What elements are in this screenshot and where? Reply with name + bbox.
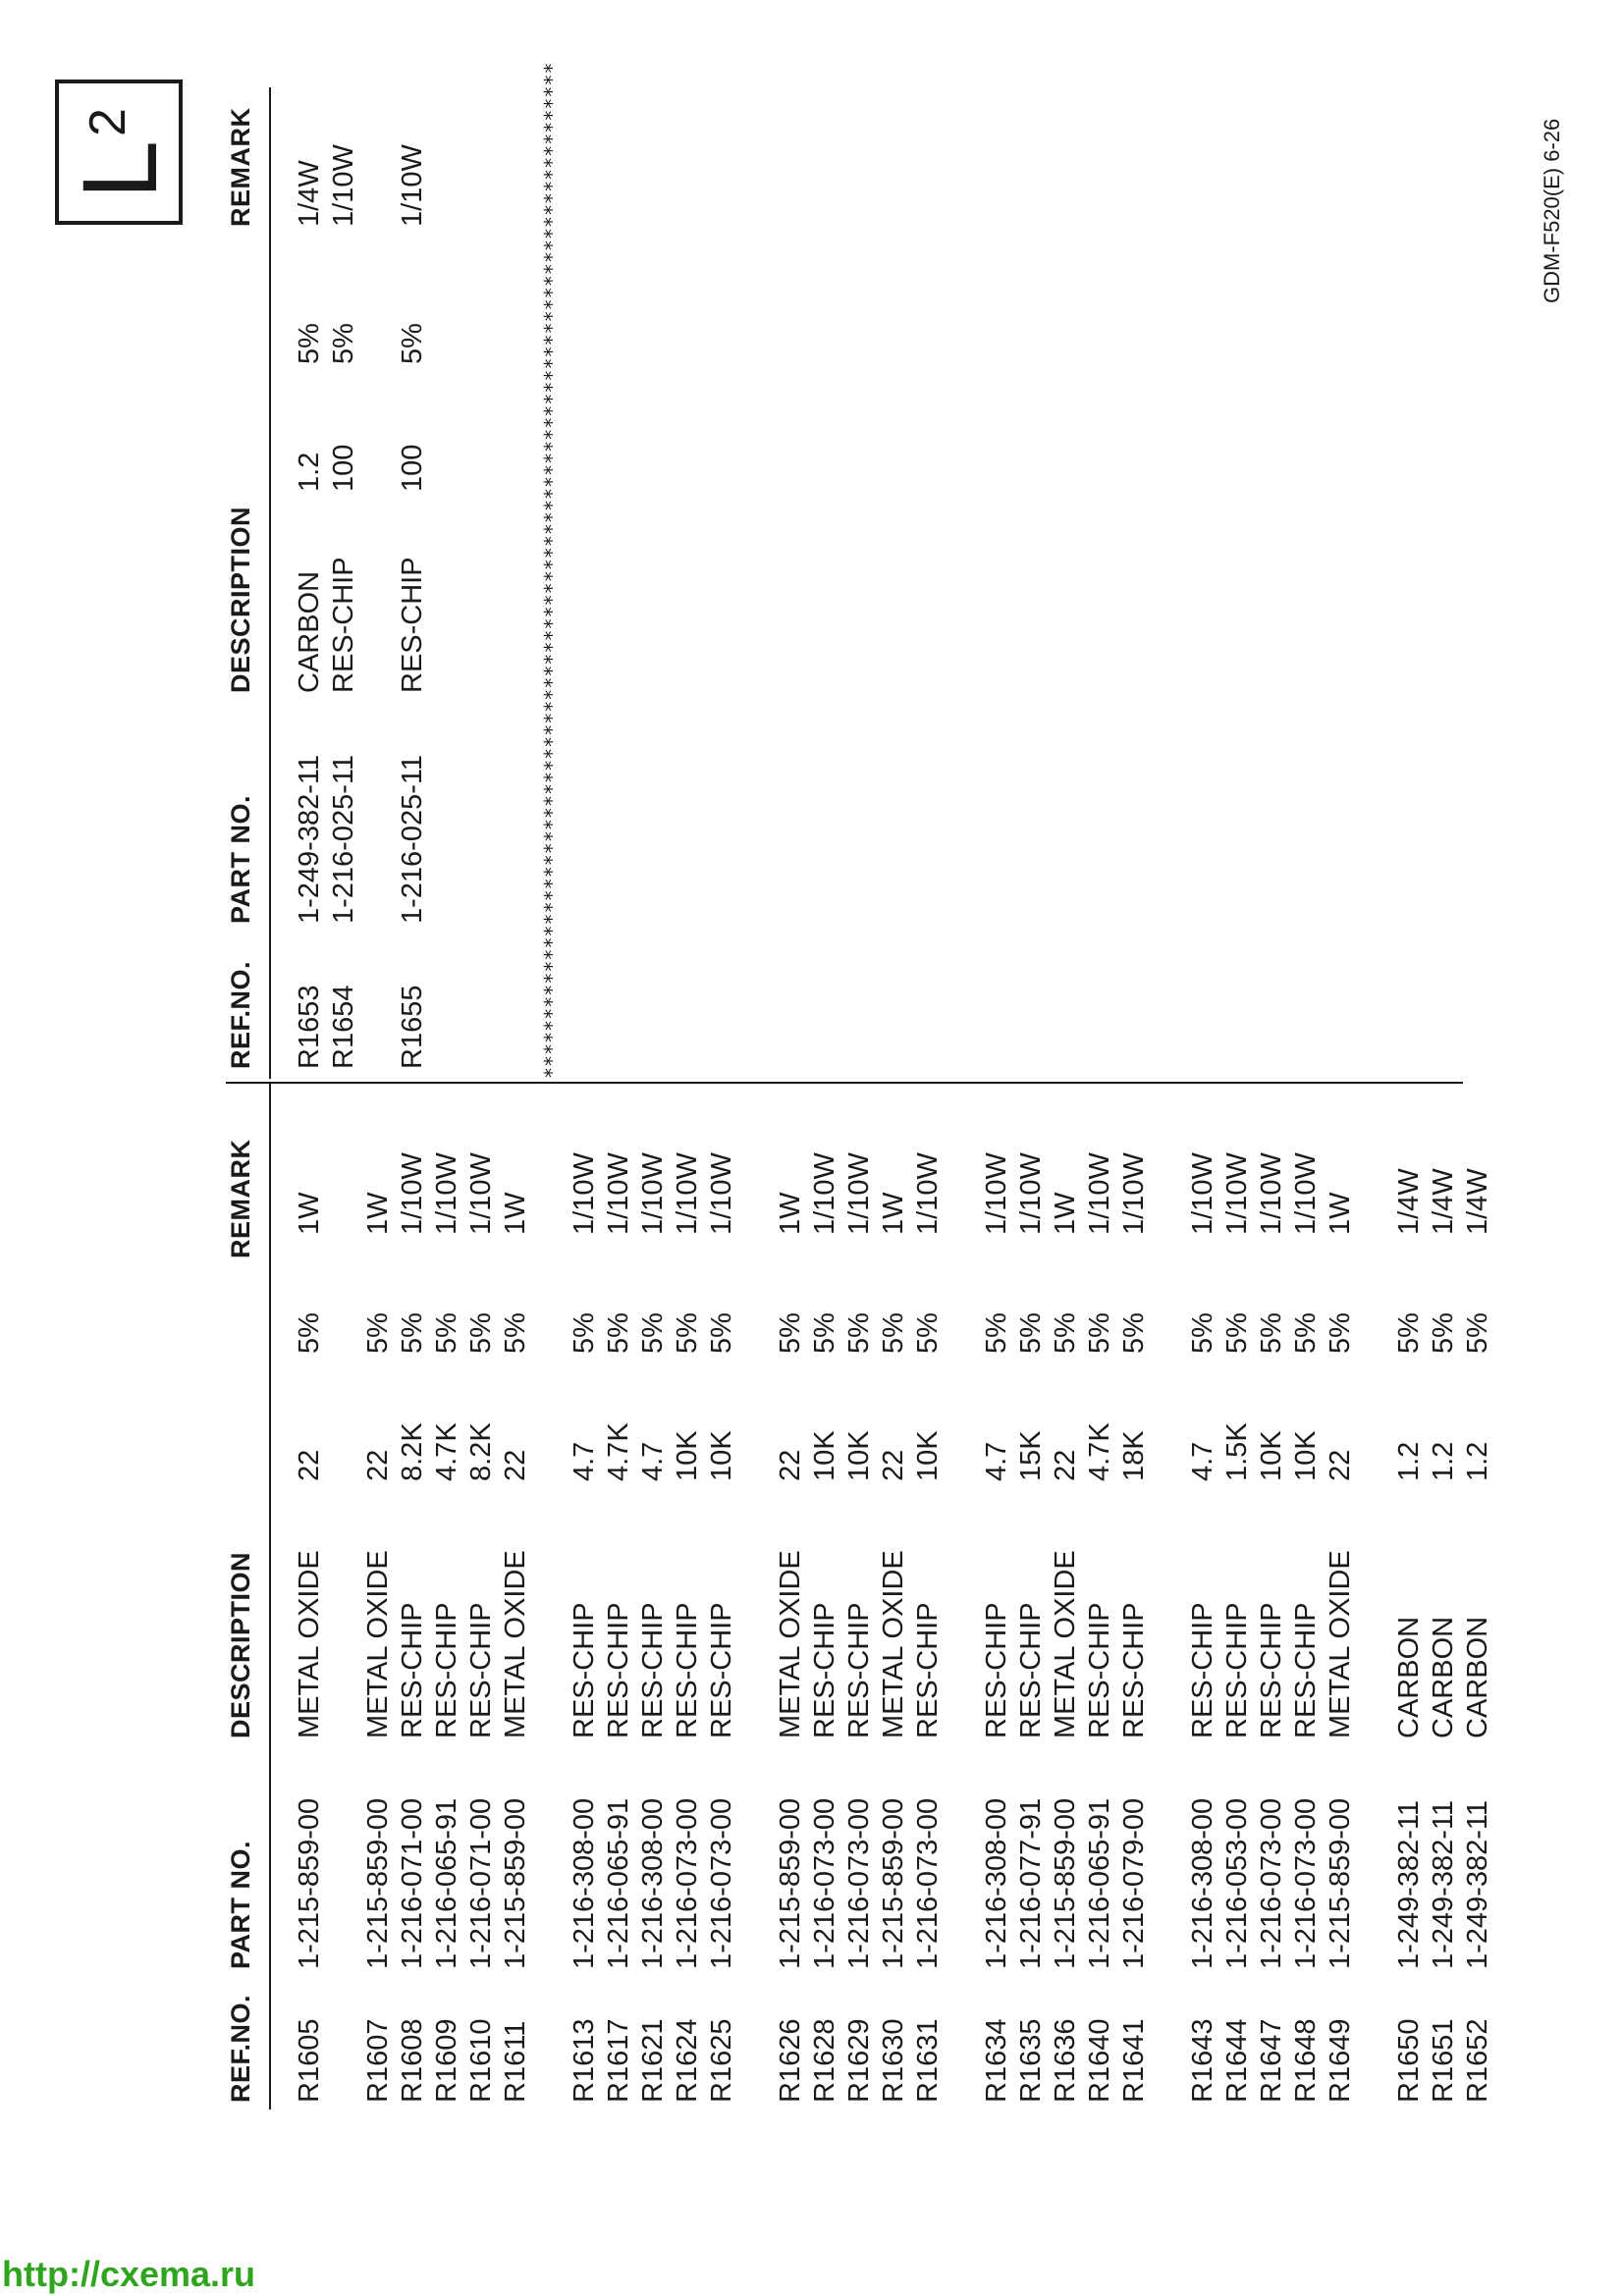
cell-value: 22 bbox=[775, 1449, 806, 1481]
cell-part: 1-215-859-00 bbox=[878, 1797, 909, 1969]
cell-remark: 1/4W bbox=[294, 160, 325, 227]
cell-remark: 1/10W bbox=[912, 1152, 944, 1235]
cell-desc: METAL OXIDE bbox=[294, 1550, 325, 1738]
cell-part: 1-249-382-11 bbox=[1393, 1800, 1425, 1969]
cell-ref: R1652 bbox=[1462, 2018, 1493, 2103]
cell-ref: R1607 bbox=[362, 2018, 394, 2103]
header-part-no: PART NO. bbox=[226, 1841, 255, 1969]
cell-remark: 1/10W bbox=[1118, 1152, 1150, 1235]
cell-remark: 1/10W bbox=[1187, 1152, 1218, 1235]
cell-ref: R1630 bbox=[878, 2018, 909, 2103]
model-letter: L bbox=[60, 139, 179, 199]
cell-ref: R1643 bbox=[1187, 2018, 1218, 2103]
cell-desc: CARBON bbox=[1462, 1616, 1493, 1738]
cell-value: 22 bbox=[294, 1449, 325, 1481]
cell-ref: R1609 bbox=[431, 2018, 462, 2103]
cell-value: 10K bbox=[672, 1430, 703, 1481]
cell-value: 22 bbox=[362, 1449, 394, 1481]
cell-part: 1-249-382-11 bbox=[1428, 1800, 1459, 1969]
cell-part: 1-216-308-00 bbox=[981, 1797, 1012, 1969]
cell-value: 10K bbox=[1290, 1430, 1322, 1481]
cell-part: 1-216-079-00 bbox=[1118, 1797, 1150, 1969]
cell-desc: METAL OXIDE bbox=[775, 1550, 806, 1738]
cell-ref: R1608 bbox=[397, 2018, 428, 2103]
cell-tol: 5% bbox=[603, 1312, 634, 1354]
cell-value: 10K bbox=[809, 1430, 840, 1481]
cell-tol: 5% bbox=[1256, 1312, 1287, 1354]
header-description: DESCRIPTION bbox=[226, 506, 255, 693]
cell-remark: 1/4W bbox=[1393, 1168, 1425, 1235]
header-remark: REMARK bbox=[226, 1139, 255, 1258]
header-rule bbox=[269, 87, 271, 1079]
separator-stars: ************************************************************************************** bbox=[540, 62, 564, 1079]
cell-desc: RES-CHIP bbox=[431, 1602, 462, 1738]
cell-remark: 1/10W bbox=[1015, 1152, 1047, 1235]
cell-value: 10K bbox=[912, 1430, 944, 1481]
cell-ref: R1653 bbox=[294, 985, 325, 1069]
cell-remark: 1W bbox=[775, 1192, 806, 1235]
header-part-no: PART NO. bbox=[226, 795, 255, 924]
cell-part: 1-216-073-00 bbox=[1256, 1797, 1287, 1969]
cell-value: 1.5K bbox=[1221, 1422, 1253, 1481]
cell-value: 10K bbox=[1256, 1430, 1287, 1481]
cell-desc: RES-CHIP bbox=[1118, 1602, 1150, 1738]
cell-desc: METAL OXIDE bbox=[1050, 1550, 1081, 1738]
cell-value: 4.7K bbox=[603, 1422, 634, 1481]
cell-part: 1-216-025-11 bbox=[397, 755, 428, 924]
cell-tol: 5% bbox=[912, 1312, 944, 1354]
cell-part: 1-216-073-00 bbox=[843, 1797, 875, 1969]
cell-desc: RES-CHIP bbox=[637, 1602, 669, 1738]
cell-ref: R1644 bbox=[1221, 2018, 1253, 2103]
model-badge bbox=[55, 80, 183, 225]
cell-desc: RES-CHIP bbox=[465, 1602, 497, 1738]
cell-desc: RES-CHIP bbox=[706, 1602, 737, 1738]
parts-table-right bbox=[0, 0, 1623, 1079]
cell-value: 1.2 bbox=[1462, 1441, 1493, 1481]
cell-desc: RES-CHIP bbox=[912, 1602, 944, 1738]
cell-ref: R1626 bbox=[775, 2018, 806, 2103]
cell-ref: R1654 bbox=[328, 985, 359, 1069]
cell-tol: 5% bbox=[1050, 1312, 1081, 1354]
cell-tol: 5% bbox=[465, 1312, 497, 1354]
cell-part: 1-216-071-00 bbox=[465, 1797, 497, 1969]
cell-part: 1-216-308-00 bbox=[568, 1797, 600, 1969]
cell-desc: RES-CHIP bbox=[981, 1602, 1012, 1738]
cell-tol: 5% bbox=[431, 1312, 462, 1354]
cell-desc: RES-CHIP bbox=[1290, 1602, 1322, 1738]
cell-part: 1-215-859-00 bbox=[500, 1797, 531, 1969]
cell-value: 1.2 bbox=[1428, 1441, 1459, 1481]
cell-remark: 1/10W bbox=[328, 144, 359, 227]
cell-remark: 1/10W bbox=[637, 1152, 669, 1235]
cell-tol: 5% bbox=[809, 1312, 840, 1354]
cell-part: 1-216-025-11 bbox=[328, 755, 359, 924]
cell-remark: 1/10W bbox=[1084, 1152, 1115, 1235]
cell-ref: R1610 bbox=[465, 2018, 497, 2103]
cell-ref: R1650 bbox=[1393, 2018, 1425, 2103]
cell-tol: 5% bbox=[843, 1312, 875, 1354]
cell-desc: METAL OXIDE bbox=[500, 1550, 531, 1738]
cell-ref: R1651 bbox=[1428, 2018, 1459, 2103]
cell-part: 1-216-073-00 bbox=[809, 1797, 840, 1969]
column-divider bbox=[226, 1082, 1463, 1084]
cell-part: 1-215-859-00 bbox=[362, 1797, 394, 1969]
cell-ref: R1647 bbox=[1256, 2018, 1287, 2103]
cell-ref: R1628 bbox=[809, 2018, 840, 2103]
cell-ref: R1605 bbox=[294, 2018, 325, 2103]
header-remark: REMARK bbox=[226, 107, 255, 227]
cell-remark: 1/10W bbox=[706, 1152, 737, 1235]
cell-tol: 5% bbox=[568, 1312, 600, 1354]
cell-remark: 1/4W bbox=[1428, 1168, 1459, 1235]
cell-part: 1-249-382-11 bbox=[1462, 1800, 1493, 1969]
cell-value: 10K bbox=[706, 1430, 737, 1481]
cell-value: 4.7 bbox=[1187, 1441, 1218, 1481]
cell-tol: 5% bbox=[1084, 1312, 1115, 1354]
cell-tol: 5% bbox=[775, 1312, 806, 1354]
cell-remark: 1/10W bbox=[981, 1152, 1012, 1235]
cell-part: 1-216-073-00 bbox=[706, 1797, 737, 1969]
cell-ref: R1631 bbox=[912, 2018, 944, 2103]
cell-remark: 1/10W bbox=[465, 1152, 497, 1235]
cell-remark: 1W bbox=[362, 1192, 394, 1235]
cell-tol: 5% bbox=[1393, 1312, 1425, 1354]
cell-desc: RES-CHIP bbox=[328, 557, 359, 693]
cell-ref: R1613 bbox=[568, 2018, 600, 2103]
cell-tol: 5% bbox=[981, 1312, 1012, 1354]
cell-part: 1-216-308-00 bbox=[1187, 1797, 1218, 1969]
cell-ref: R1611 bbox=[500, 2020, 531, 2103]
cell-value: 100 bbox=[328, 444, 359, 492]
cell-tol: 5% bbox=[294, 1312, 325, 1354]
cell-remark: 1W bbox=[294, 1192, 325, 1235]
cell-remark: 1W bbox=[1325, 1192, 1356, 1235]
cell-part: 1-216-308-00 bbox=[637, 1797, 669, 1969]
cell-value: 8.2K bbox=[465, 1422, 497, 1481]
cell-tol: 5% bbox=[1290, 1312, 1322, 1354]
cell-remark: 1/10W bbox=[397, 144, 428, 227]
cell-desc: RES-CHIP bbox=[1221, 1602, 1253, 1738]
cell-ref: R1621 bbox=[637, 2018, 669, 2103]
cell-tol: 5% bbox=[397, 323, 428, 364]
header-rule bbox=[269, 1084, 271, 2109]
cell-tol: 5% bbox=[362, 1312, 394, 1354]
cell-desc: RES-CHIP bbox=[1187, 1602, 1218, 1738]
cell-desc: METAL OXIDE bbox=[362, 1550, 394, 1738]
cell-part: 1-216-077-91 bbox=[1015, 1797, 1047, 1969]
cell-remark: 1/10W bbox=[843, 1152, 875, 1235]
cell-tol: 5% bbox=[637, 1312, 669, 1354]
cell-tol: 5% bbox=[878, 1312, 909, 1354]
cell-tol: 5% bbox=[1118, 1312, 1150, 1354]
cell-part: 1-215-859-00 bbox=[1325, 1797, 1356, 1969]
cell-part: 1-216-065-91 bbox=[1084, 1797, 1115, 1969]
cell-desc: CARBON bbox=[1393, 1616, 1425, 1738]
cell-value: 8.2K bbox=[397, 1422, 428, 1481]
cell-value: 10K bbox=[843, 1430, 875, 1481]
cell-remark: 1/10W bbox=[672, 1152, 703, 1235]
cell-ref: R1655 bbox=[397, 985, 428, 1069]
cell-desc: RES-CHIP bbox=[672, 1602, 703, 1738]
cell-part: 1-215-859-00 bbox=[294, 1797, 325, 1969]
cell-tol: 5% bbox=[397, 1312, 428, 1354]
cell-desc: RES-CHIP bbox=[397, 1602, 428, 1738]
cell-tol: 5% bbox=[706, 1312, 737, 1354]
cell-ref: R1635 bbox=[1015, 2018, 1047, 2103]
cell-value: 4.7K bbox=[431, 1422, 462, 1481]
cell-value: 100 bbox=[397, 444, 428, 492]
cell-remark: 1W bbox=[500, 1192, 531, 1235]
cell-part: 1-215-859-00 bbox=[1050, 1797, 1081, 1969]
cell-ref: R1640 bbox=[1084, 2018, 1115, 2103]
cell-part: 1-216-071-00 bbox=[397, 1797, 428, 1969]
cell-desc: METAL OXIDE bbox=[878, 1550, 909, 1738]
cell-remark: 1/10W bbox=[809, 1152, 840, 1235]
cell-part: 1-216-073-00 bbox=[912, 1797, 944, 1969]
cell-ref: R1641 bbox=[1118, 2018, 1150, 2103]
cell-part: 1-216-073-00 bbox=[672, 1797, 703, 1969]
cell-ref: R1617 bbox=[603, 2018, 634, 2103]
cell-remark: 1/10W bbox=[603, 1152, 634, 1235]
cell-value: 4.7 bbox=[637, 1441, 669, 1481]
cell-desc: CARBON bbox=[1428, 1616, 1459, 1738]
cell-remark: 1/10W bbox=[1256, 1152, 1287, 1235]
cell-tol: 5% bbox=[1462, 1312, 1493, 1354]
cell-value: 4.7 bbox=[981, 1441, 1012, 1481]
header-description: DESCRIPTION bbox=[226, 1551, 255, 1738]
cell-part: 1-216-065-91 bbox=[603, 1797, 634, 1969]
cell-ref: R1625 bbox=[706, 2018, 737, 2103]
cell-value: 22 bbox=[500, 1449, 531, 1481]
cell-part: 1-216-073-00 bbox=[1290, 1797, 1322, 1969]
cell-desc: RES-CHIP bbox=[843, 1602, 875, 1738]
cell-ref: R1624 bbox=[672, 2018, 703, 2103]
cell-value: 4.7K bbox=[1084, 1422, 1115, 1481]
cell-desc: RES-CHIP bbox=[397, 557, 428, 693]
cell-value: 4.7 bbox=[568, 1441, 600, 1481]
cell-tol: 5% bbox=[294, 323, 325, 364]
model-number: 2 bbox=[80, 108, 136, 136]
cell-value: 1.2 bbox=[1393, 1441, 1425, 1481]
cell-remark: 1/10W bbox=[1290, 1152, 1322, 1235]
header-ref-no: REF.NO. bbox=[226, 1994, 255, 2103]
cell-value: 1.2 bbox=[294, 452, 325, 492]
cell-desc: RES-CHIP bbox=[1084, 1602, 1115, 1738]
parts-table-left bbox=[0, 1079, 1623, 2296]
cell-remark: 1/10W bbox=[568, 1152, 600, 1235]
cell-remark: 1W bbox=[878, 1192, 909, 1235]
cell-tol: 5% bbox=[500, 1312, 531, 1354]
cell-part: 1-216-065-91 bbox=[431, 1797, 462, 1969]
cell-ref: R1634 bbox=[981, 2018, 1012, 2103]
cell-ref: R1636 bbox=[1050, 2018, 1081, 2103]
cell-tol: 5% bbox=[328, 323, 359, 364]
cell-remark: 1/4W bbox=[1462, 1168, 1493, 1235]
cell-tol: 5% bbox=[1187, 1312, 1218, 1354]
cell-value: 22 bbox=[878, 1449, 909, 1481]
cell-tol: 5% bbox=[1428, 1312, 1459, 1354]
cell-value: 22 bbox=[1050, 1449, 1081, 1481]
cell-value: 22 bbox=[1325, 1449, 1356, 1481]
cell-tol: 5% bbox=[1325, 1312, 1356, 1354]
cell-remark: 1/10W bbox=[1221, 1152, 1253, 1235]
cell-remark: 1/10W bbox=[431, 1152, 462, 1235]
cell-ref: R1649 bbox=[1325, 2018, 1356, 2103]
cell-value: 18K bbox=[1118, 1430, 1150, 1481]
header-ref-no: REF.NO. bbox=[226, 960, 255, 1069]
cell-desc: RES-CHIP bbox=[603, 1602, 634, 1738]
cell-tol: 5% bbox=[1221, 1312, 1253, 1354]
cell-remark: 1/10W bbox=[397, 1152, 428, 1235]
cell-remark: 1W bbox=[1050, 1192, 1081, 1235]
cell-desc: RES-CHIP bbox=[1256, 1602, 1287, 1738]
cell-part: 1-215-859-00 bbox=[775, 1797, 806, 1969]
cell-tol: 5% bbox=[672, 1312, 703, 1354]
cell-part: 1-216-053-00 bbox=[1221, 1797, 1253, 1969]
cell-desc: METAL OXIDE bbox=[1325, 1550, 1356, 1738]
watermark-link[interactable]: http://cxema.ru bbox=[2, 2254, 256, 2294]
cell-desc: RES-CHIP bbox=[809, 1602, 840, 1738]
cell-tol: 5% bbox=[1015, 1312, 1047, 1354]
cell-ref: R1648 bbox=[1290, 2018, 1322, 2103]
cell-ref: R1629 bbox=[843, 2018, 875, 2103]
cell-desc: RES-CHIP bbox=[568, 1602, 600, 1738]
cell-desc: RES-CHIP bbox=[1015, 1602, 1047, 1738]
cell-desc: CARBON bbox=[294, 570, 325, 693]
cell-value: 15K bbox=[1015, 1430, 1047, 1481]
page-code: GDM-F520(E) 6-26 bbox=[1540, 118, 1564, 303]
cell-part: 1-249-382-11 bbox=[294, 755, 325, 924]
